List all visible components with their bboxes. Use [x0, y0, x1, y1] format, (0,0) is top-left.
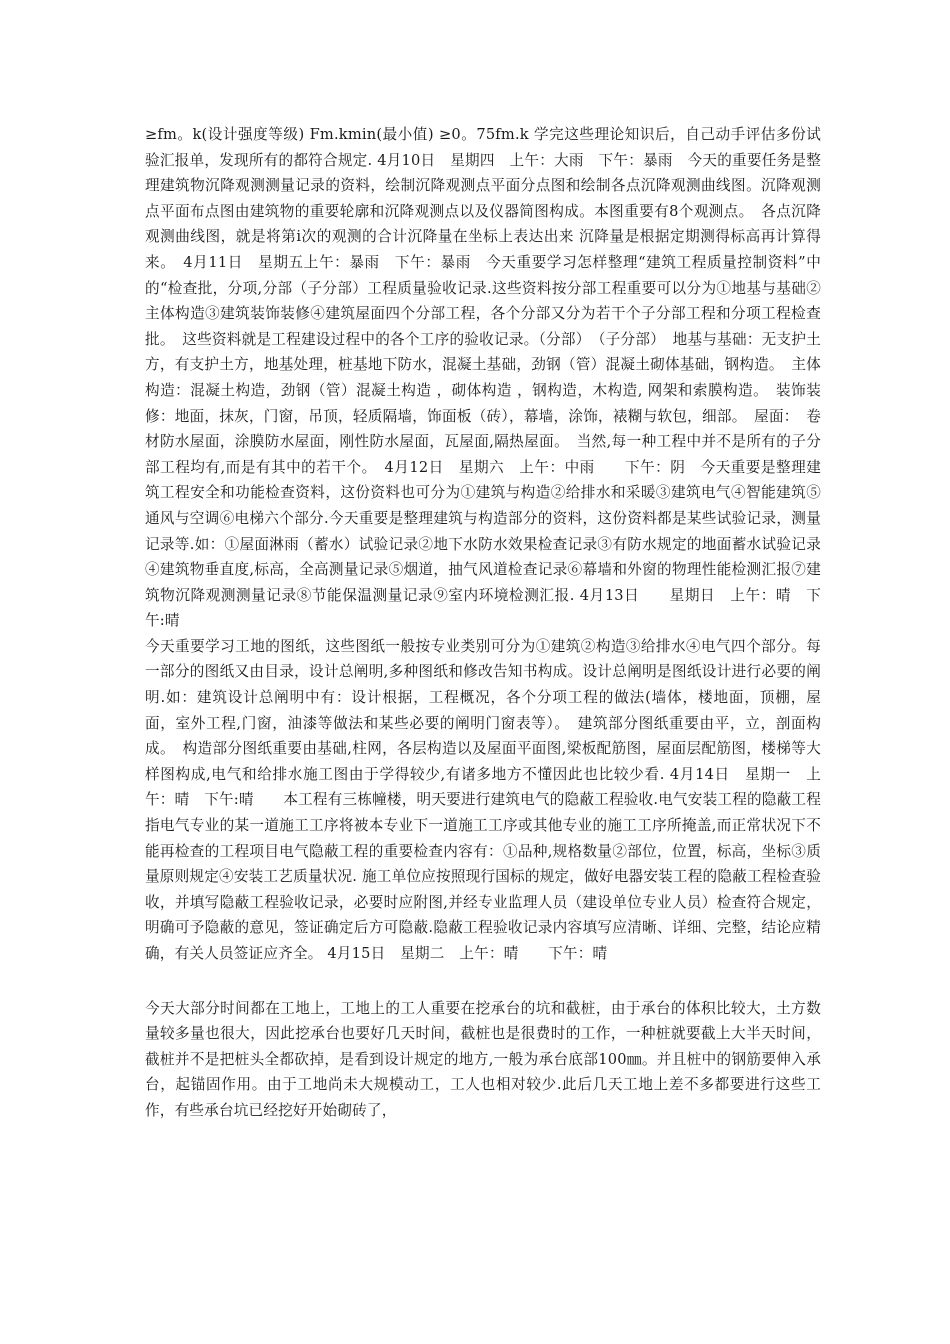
document-page — [145, 122, 821, 1124]
paragraph-diary-apr13-15: 今天重要学习工地的图纸，这些图纸一般按专业类别可分为①建筑②构造③给排水④电气四个部分。每一部分的图纸又由目录，设计总阐明,多种图纸和修改告知书构成。设计总阐明是图纸设计进行必要的阐明.如：建筑设计总阐明中有：设计根据，工程概况，各个分项工程的做法(墙体，楼地面，顶棚，屋面，室外工程,门窗，油漆等做法和某些必要的阐明门窗表等）。 建筑部分图纸重要由平，立，剖面构成。 构造部分图纸重要由基础,柱网，各层构造以及屋面平面图,梁板配筋图，屋面层配筋图，楼梯等大样图构成,电气和给排水施工图由于学得较少,有诸多地方不懂因此也比较少看. 4月14日 星期一 上午：晴 下午:晴 本工程有三栋幢楼，明天要进行建筑电气的隐蔽工程验收.电气安装工程的隐蔽工程指电气专业的某一道施工工序将被本专业下一道施工工序或其他专业的施工工序所掩盖,而正常状况下不能再检查的工程项目电气隐蔽工程的重要检查内容有：①品种,规格数量②部位，位置，标高，坐标③质量原则规定④安装工艺质量状况. 施工单位应按照现行国标的规定，做好电器安装工程的隐蔽工程检查验收，并填写隐蔽工程验收记录，必要时应附图,并经专业监理人员（建设单位专业人员）检查符合规定，明确可予隐蔽的意见，签证确定后方可隐蔽.隐蔽工程验收记录内容填写应清晰、详细、完整，结论应精确，有关人员签证应齐全。 4月15日 星期二 上午：晴 下午：晴 — [145, 637, 821, 962]
paragraph-gap — [145, 967, 821, 996]
paragraph-diary-apr10-13: ≥fm。k(设计强度等级) Fm.kmin(最小值) ≥0。75fm.k 学完这些理论知识后，自己动手评估多份试验汇报单，发现所有的都符合规定. 4月10日 星期四 上午：大雨 下午：暴雨 今天的重要任务是整理建筑物沉降观测测量记录的资料，绘制沉降观测点平面分点图和绘制各点沉降观测曲线图。沉降观测点平面布点图由建筑物的重要轮廓和沉降观测点以及仪器简图构成。本图重要有8个观测点。 各点沉降观测曲线图，就是将第i次的观测的合计沉降量在坐标上表达出来 沉降量是根据定期测得标高再计算得来。 4月11日 星期五上午：暴雨 下午：暴雨 今天重要学习怎样整理“建筑工程质量控制资料”中的“检查批，分项,分部（子分部）工程质量验收记录.这些资料按分部工程重要可以分为①地基与基础②主体构造③建筑装饰装修④建筑屋面四个分部工程，各个分部又分为若干个子分部工程和分项工程检查批。 这些资料就是工程建设过程中的各个工序的验收记录。（分部） （子分部） 地基与基础：无支护土方，有支护土方，地基处理，桩基地下防水，混凝土基础，劲钢（管）混凝土砌体基础，钢构造。 主体构造：混凝土构造，劲钢（管）混凝土构造 ，砌体构造 ，钢构造，木构造, 网架和索膜构造。 装饰装修：地面，抹灰，门窗，吊顶，轻质隔墙，饰面板（砖），幕墙，涂饰，裱糊与软包，细部。 屋面： 卷材防水屋面，涂膜防水屋面，刚性防水屋面，瓦屋面,隔热屋面。 当然,每一种工程中并不是所有的子分部工程均有,而是有其中的若干个。 4月12日 星期六 上午：中雨 下午：阴 今天重要是整理建筑工程安全和功能检查资料，这份资料也可分为①建筑与构造②给排水和采暖③建筑电气④智能建筑⑤通风与空调⑥电梯六个部分.今天重要是整理建筑与构造部分的资料，这份资料都是某些试验记录，测量记录等.如：①屋面淋雨（蓄水）试验记录②地下水防水效果检查记录③有防水规定的地面蓄水试验记录④建筑物垂直度,标高，全高测量记录⑤烟道，抽气风道检查记录⑥幕墙和外窗的物理性能检测汇报⑦建筑物沉降观测测量记录⑧节能保温测量记录⑨室内环境检测汇报. 4月13日 星期日 上午：晴 下午:晴 — [145, 126, 821, 630]
paragraph-diary-site-work: 今天大部分时间都在工地上，工地上的工人重要在挖承台的坑和截桩，由于承台的体积比较大，土方数量较多量也很大，因此挖承台也要好几天时间，截桩也是很费时的工作，一种桩就要截上大半天时间，截桩并不是把桩头全都砍掉，是看到设计规定的地方,一般为承台底部100㎜。并且桩中的钢筋要伸入承台，起锚固作用。由于工地尚未大规模动工，工人也相对较少.此后几天工地上差不多都要进行这些工作，有些承台坑已经挖好开始砌砖了， — [145, 999, 821, 1119]
